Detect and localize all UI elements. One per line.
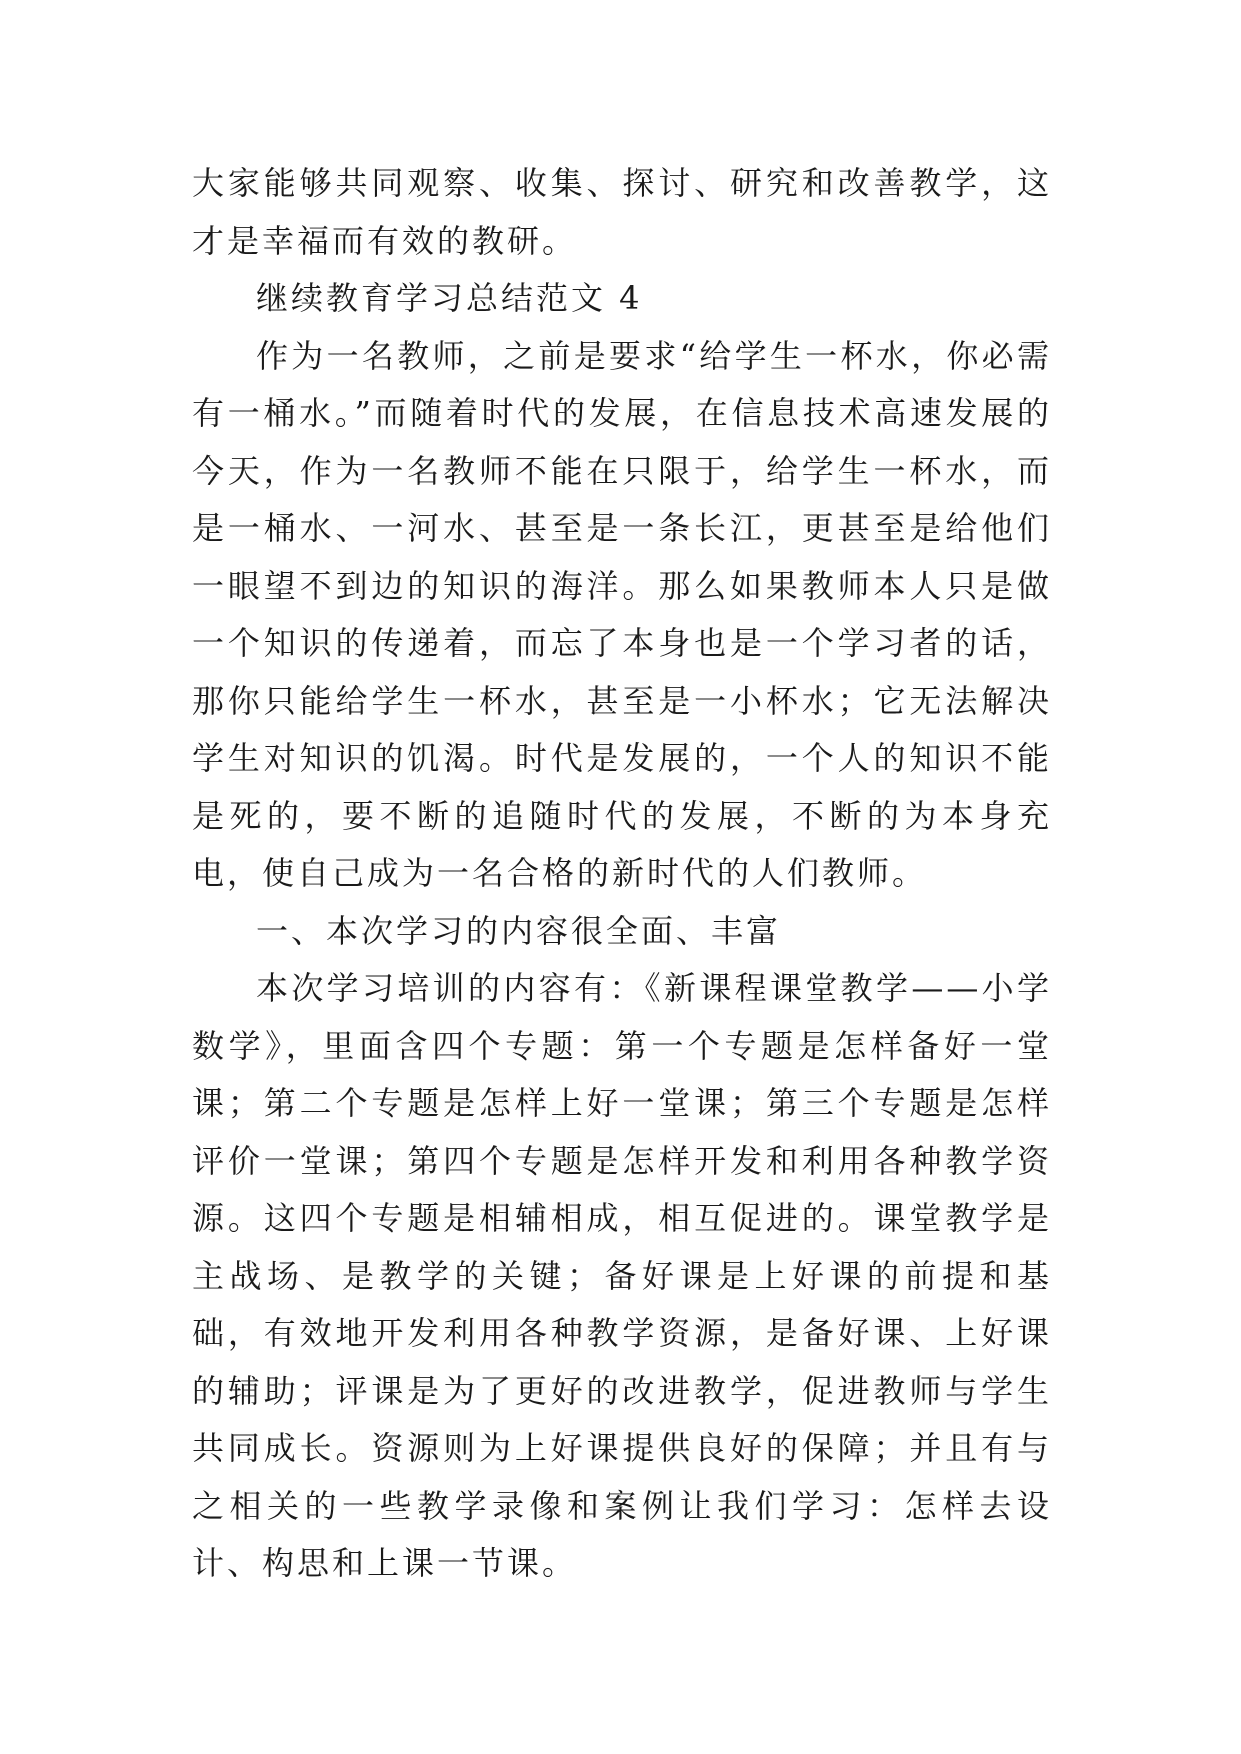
subsection-heading: 一、本次学习的内容很全面、丰富: [256, 911, 782, 950]
paragraph-intro: 作为一名教师，之前是要求“给学生一杯水，你必需有一桶水。”而随着时代的发展，在信息技术高速发展的今天，作为一名教师不能在只限于，给学生一杯水，而是一桶水、一河水、甚至是一条长江，更甚至是给他们一眼望不到边的知识的海洋。那么如果教师本人只是做一个知识的传递着，而忘了本身也是一个学习者的话，那你只能给学生一杯水，甚至是一小杯水；它无法解决学生对知识的饥渴。时代是发展的，一个人的知识不能是死的，要不断的追随时代的发展，不断的为本身充电，使自己成为一名合格的新时代的人们教师。: [192, 336, 1052, 892]
paragraph-body: 本次学习培训的内容有：《新课程课堂教学——小学数学》，里面含四个专题：第一个专题是怎样备好一堂课；第二个专题是怎样上好一堂课；第三个专题是怎样评价一堂课；第四个专题是怎样开发和利用各种教学资源。这四个专题是相辅相成，相互促进的。课堂教学是主战场、是教学的关键；备好课是上好课的前提和基础，有效地开发利用各种教学资源，是备好课、上好课的辅助；评课是为了更好的改进教学，促进教师与学生共同成长。资源则为上好课提供良好的保障；并且有与之相关的一些教学录像和案例让我们学习：怎样去设计、构思和上课一节课。: [192, 969, 1052, 1582]
paragraph-continued: 大家能够共同观察、收集、探讨、研究和改善教学，这才是幸福而有效的教研。: [192, 164, 1052, 260]
document-body: [192, 155, 1052, 1593]
section-heading: 继续教育学习总结范文 4: [256, 279, 643, 317]
